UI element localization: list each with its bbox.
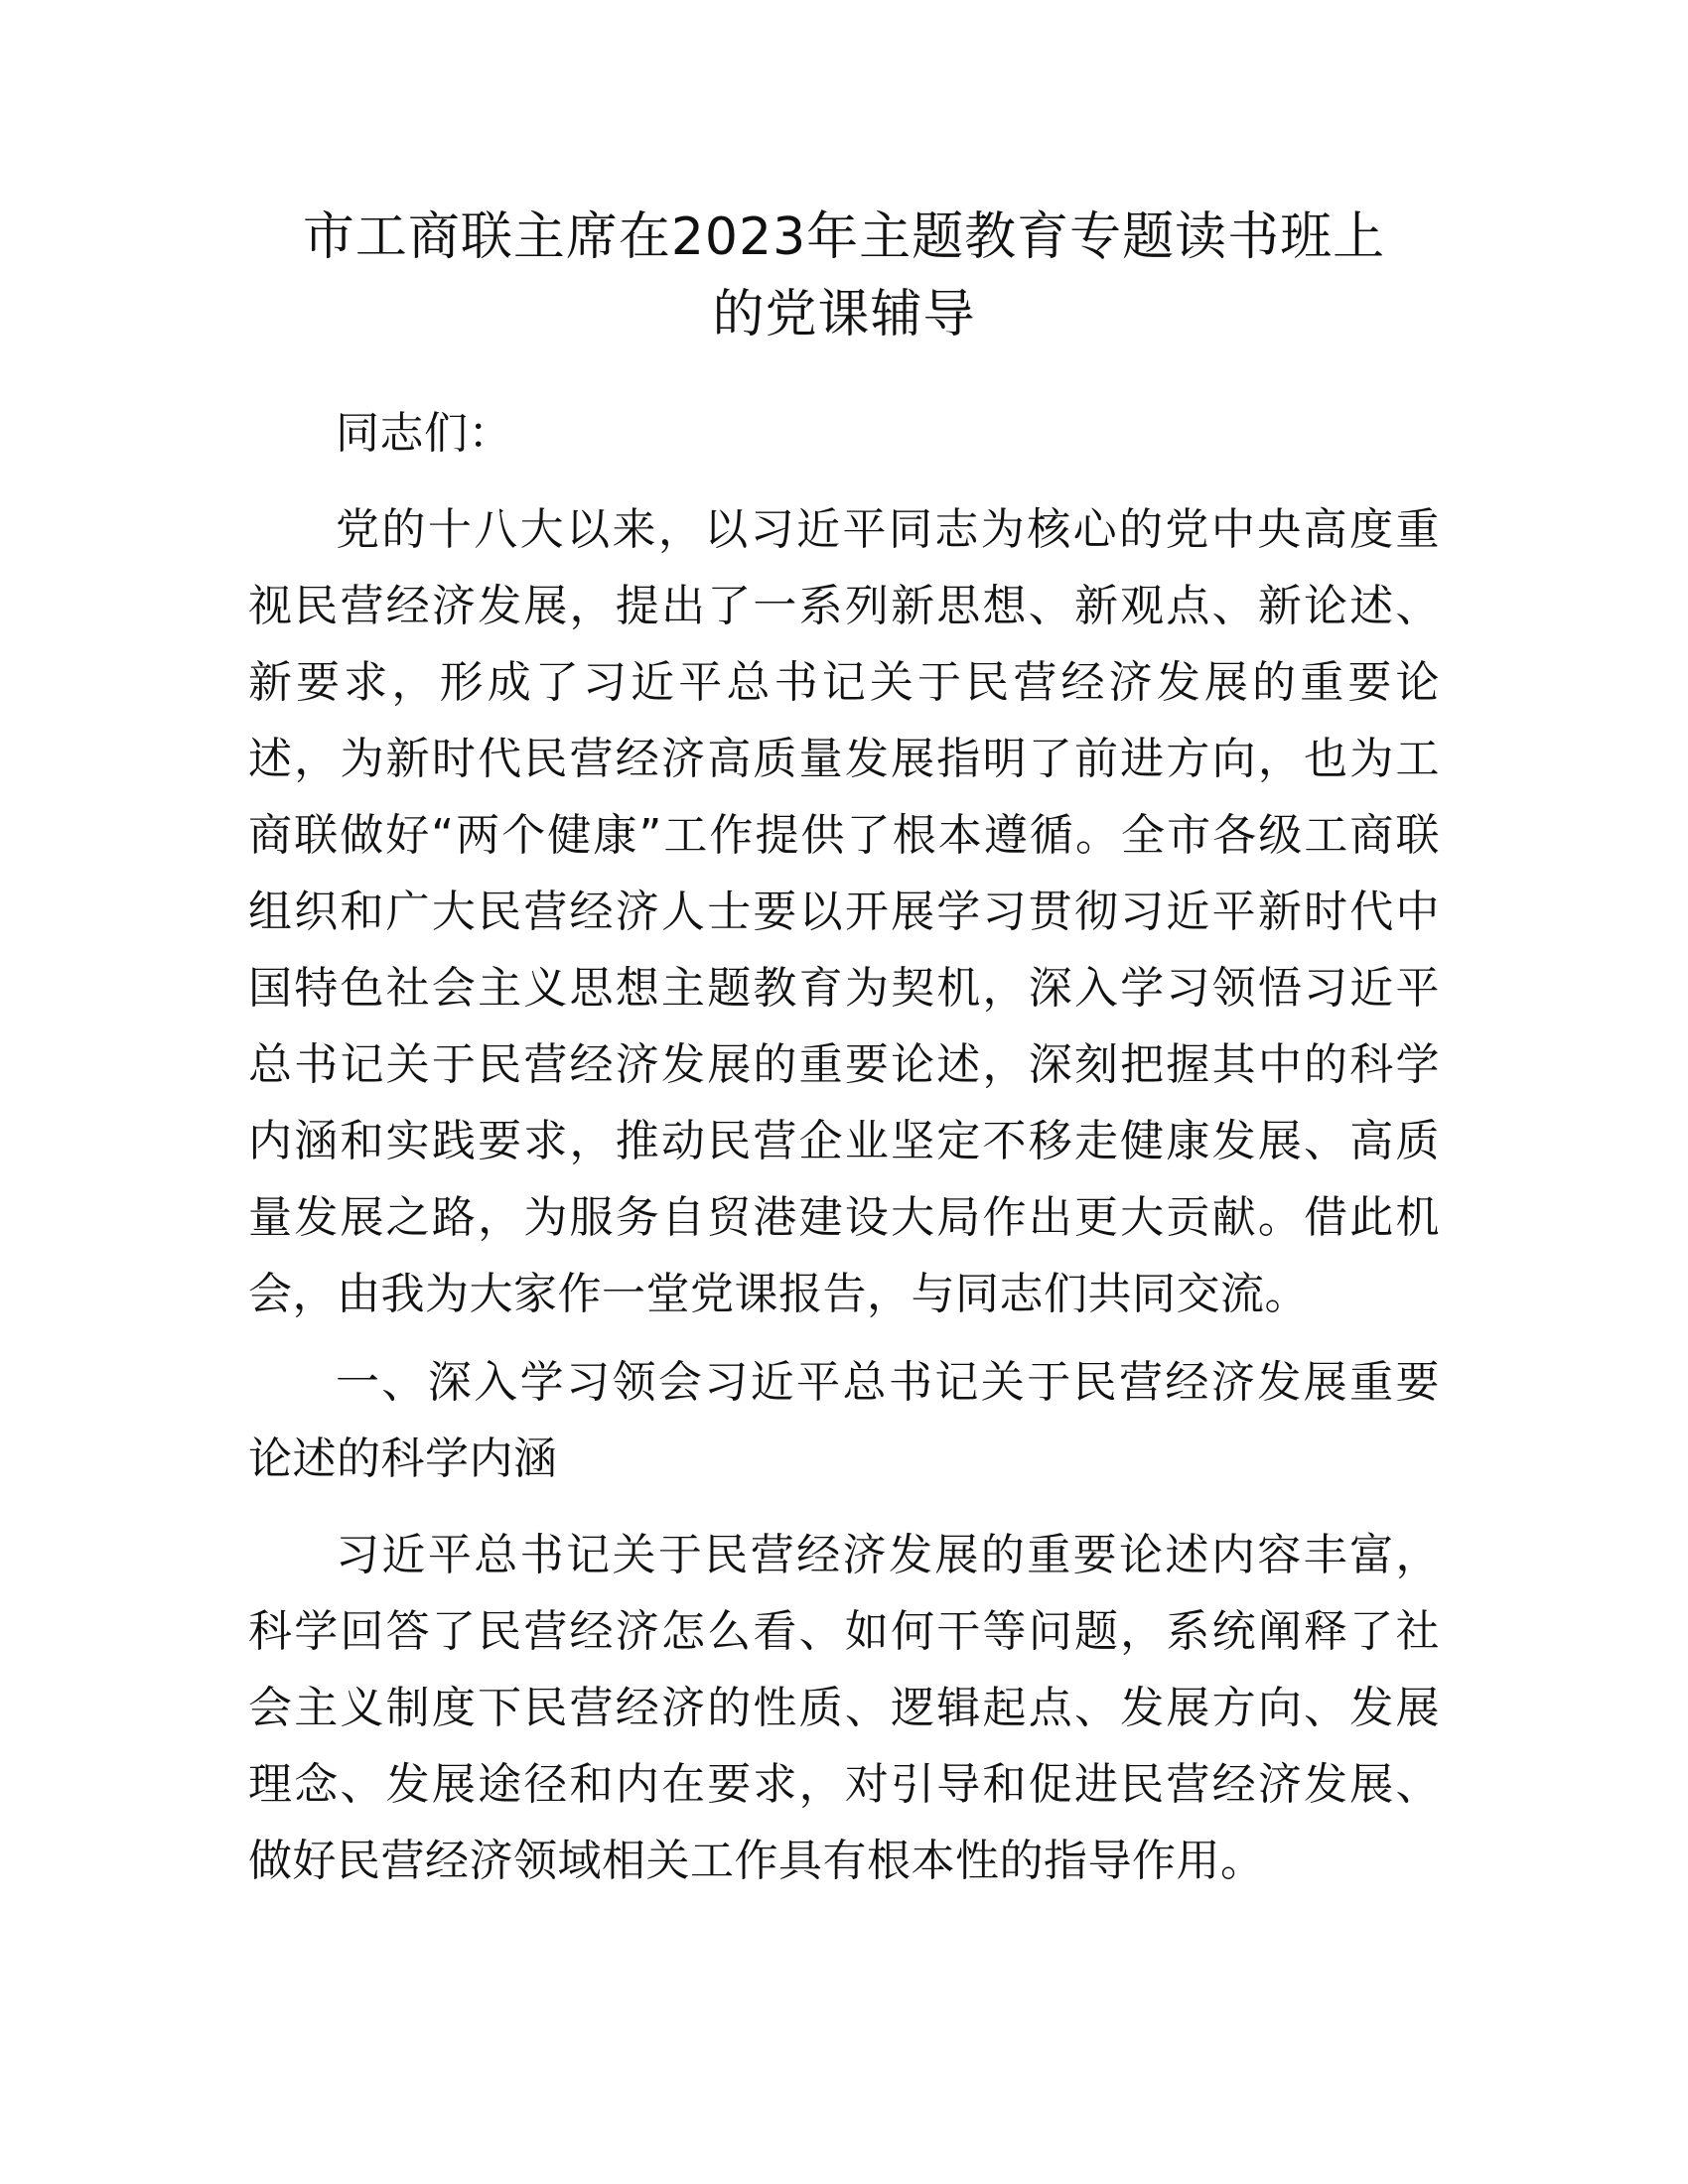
salutation: 同志们： [336, 408, 512, 459]
document-page [248, 199, 1440, 1911]
intro-paragraph: 党的十八大以来，以习近平同志为核心的党中央高度重视民营经济发展，提出了一系列新思想、新观点、新论述、新要求，形成了习近平总书记关于民营经济发展的重要论述，为新时代民营经济高质量发展指明了前进方向，也为工商联做好“两个健康”工作提供了根本遵循。全市各级工商联组织和广大民营经济人士要以开展学习贯彻习近平新时代中国特色社会主义思想主题教育为契机，深入学习领悟习近平总书记关于民营经济发展的重要论述，深刻把握其中的科学内涵和实践要求，推动民营企业坚定不移走健康发展、高质量发展之路，为服务自贸港建设大局作出更大贡献。借此机会，由我为大家作一堂党课报告，与同志们共同交流。 [248, 504, 1440, 1319]
title-line-2: 的党课辅导 [712, 285, 976, 344]
section-heading: 一、深入学习领会习近平总书记关于民营经济发展重要论述的科学内涵 [248, 1357, 1440, 1484]
title-line-1: 市工商联主席在2023年主题教育专题读书班上 [302, 207, 1386, 267]
body-paragraph: 习近平总书记关于民营经济发展的重要论述内容丰富，科学回答了民营经济怎么看、如何干等问题，系统阐释了社会主义制度下民营经济的性质、逻辑起点、发展方向、发展理念、发展途径和内在要求，对引导和促进民营经济发展、做好民营经济领域相关工作具有根本性的指导作用。 [248, 1530, 1440, 1886]
document-title [248, 199, 1440, 353]
